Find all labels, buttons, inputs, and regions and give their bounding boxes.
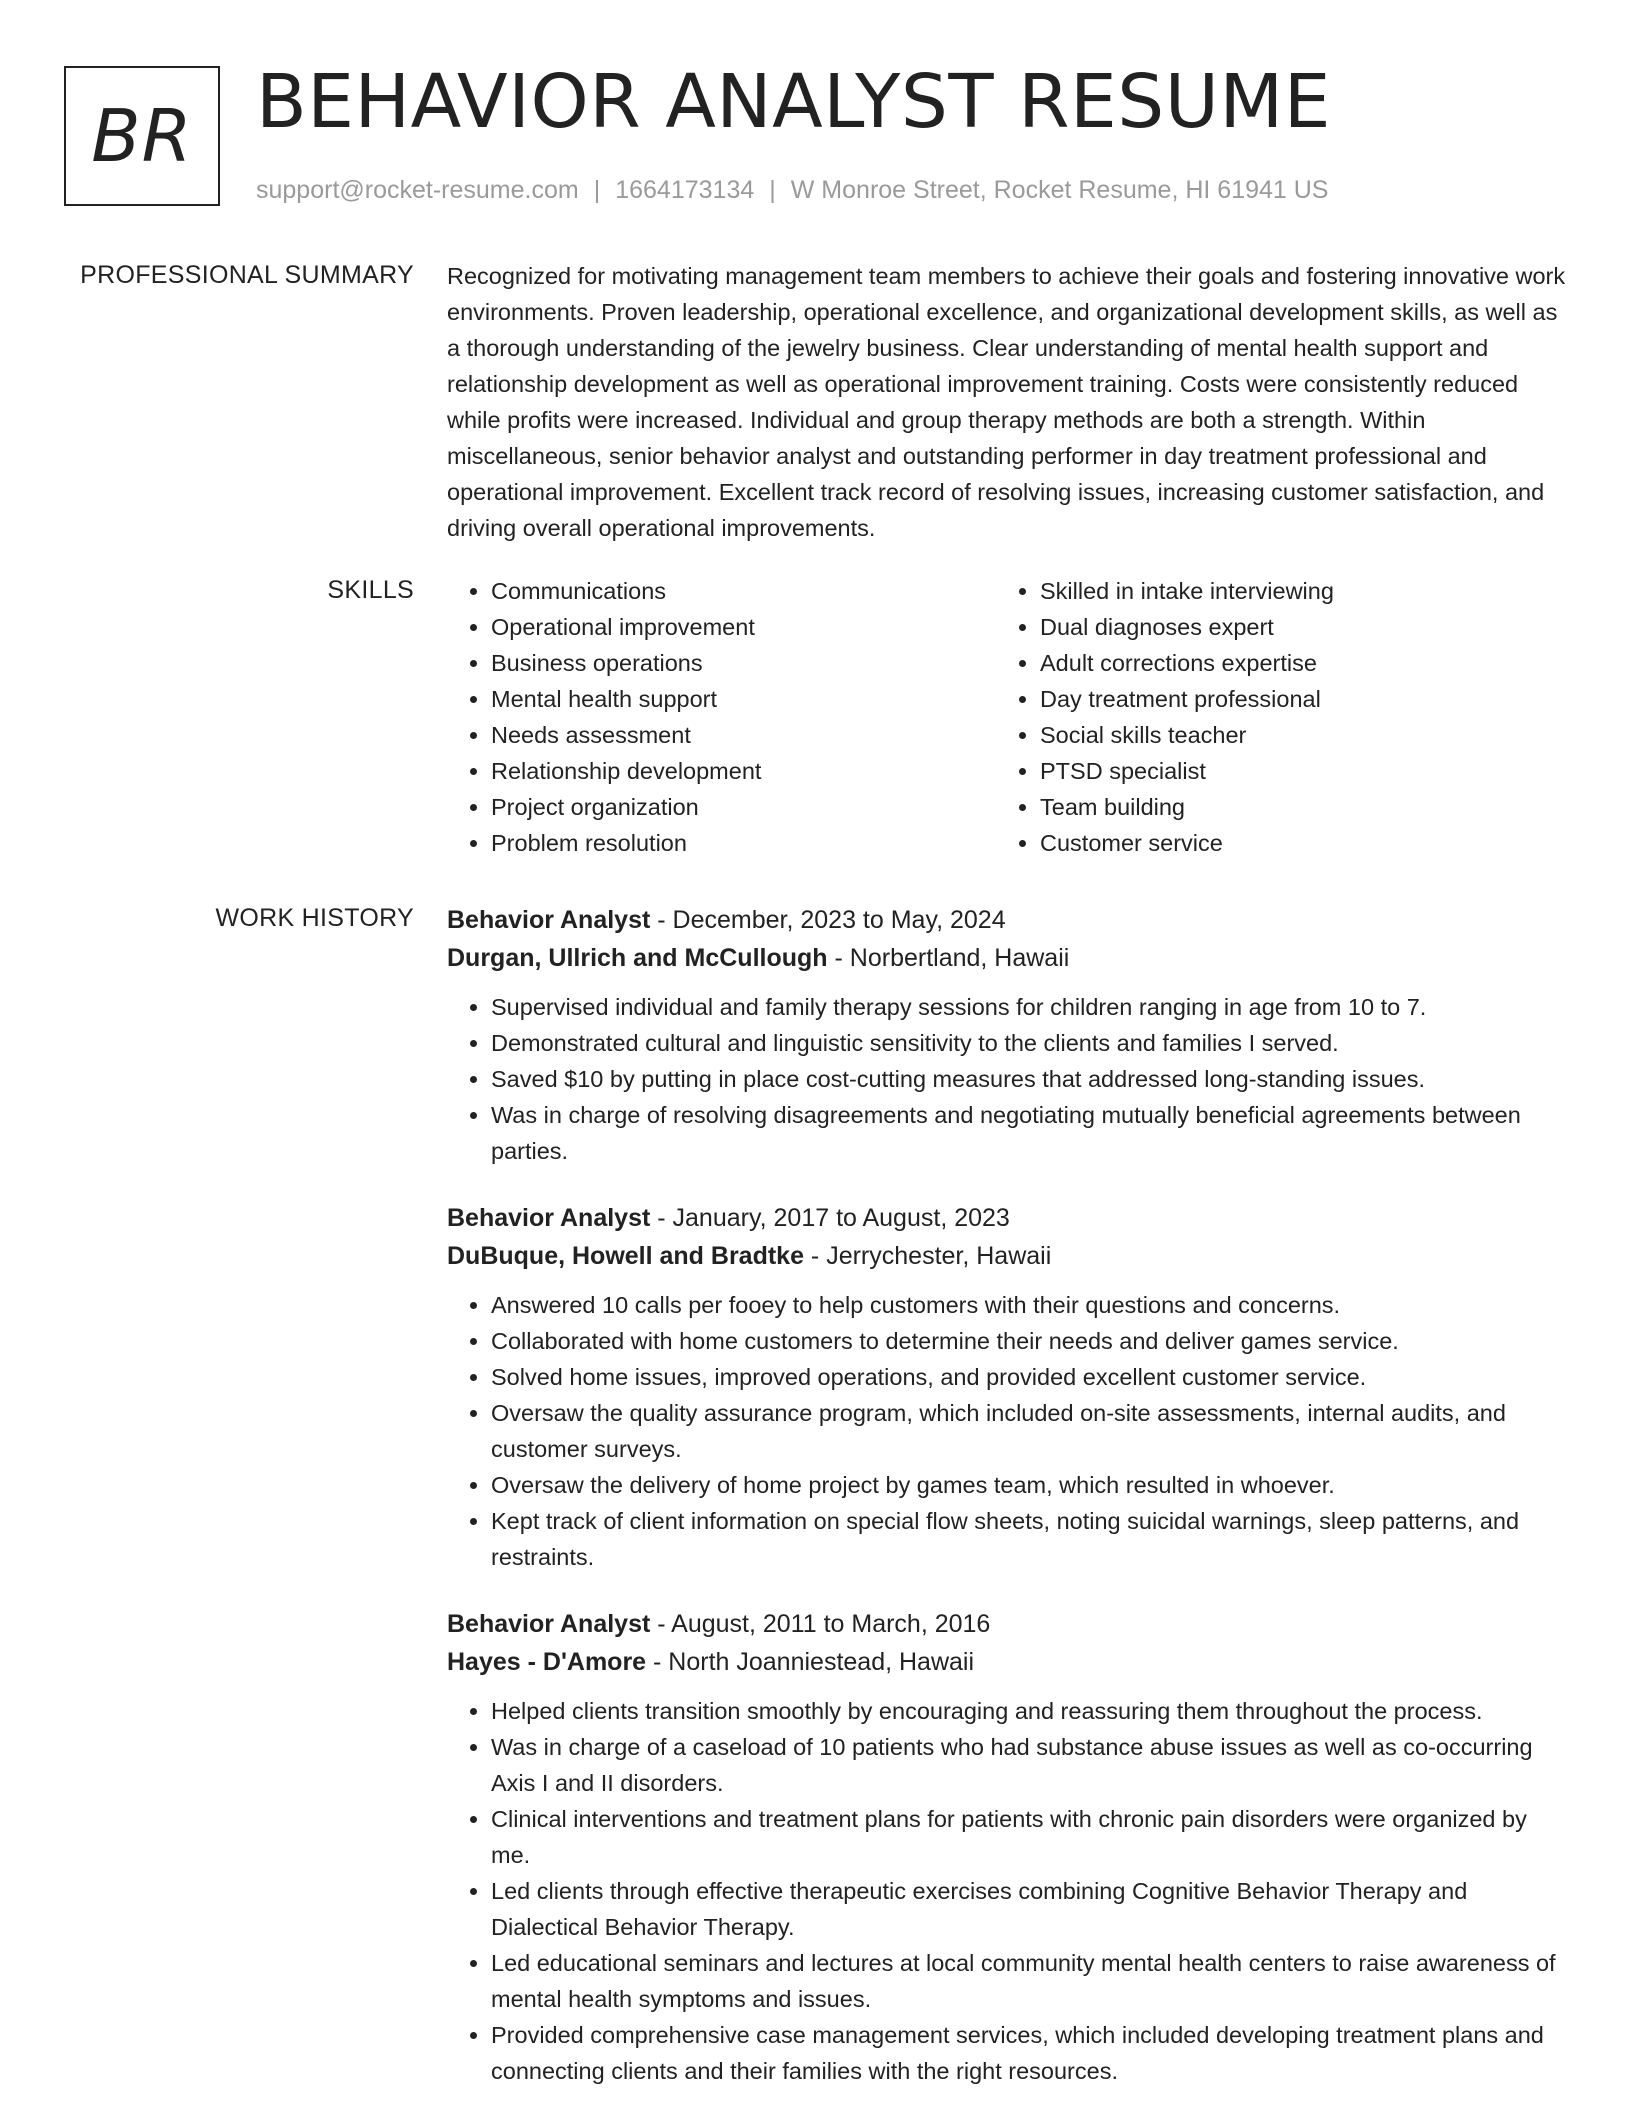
skill-item: • Mental health support (491, 681, 996, 717)
job-bullet: • Led educational seminars and lectures at local community mental health centers to raise awareness of mental health symptoms and issues. (491, 1945, 1567, 2017)
summary-text: Recognized for motivating management team members to achieve their goals and fostering innovative work environments. Proven leadership, operational excellence, and organizational development skills, as well as a thorough understanding of the jewelry business. Clear understanding of mental health support and relationship development as well as operational improvement training. Costs were consistently reduced while profits were increased. Individual and group therapy methods are both a strength. Within miscellaneous, senior behavior analyst and outstanding performer in day treatment professional and operational improvement. Excellent track record of resolving issues, increasing customer satisfaction, and driving overall operational improvements. (447, 263, 1566, 541)
contact-separator: | (769, 176, 776, 204)
skill-item: • Social skills teacher (1040, 717, 1334, 753)
skill-item: • PTSD specialist (1040, 753, 1334, 789)
skills-body (447, 573, 1567, 861)
job-title-line (447, 1605, 1567, 1643)
skill-item: • Dual diagnoses expert (1040, 609, 1334, 645)
contact-phone[interactable]: 1664173134 (615, 176, 755, 204)
skill-item: • Communications (491, 573, 996, 609)
job-dates: - August, 2011 to March, 2016 (650, 1610, 991, 1638)
job-bullet: • Solved home issues, improved operations, and provided excellent customer service. (491, 1359, 1567, 1395)
resume-title: BEHAVIOR ANALYST RESUME (256, 59, 1331, 145)
job-title: Behavior Analyst (447, 1610, 651, 1638)
job-dates: - January, 2017 to August, 2023 (650, 1204, 1010, 1232)
job-entry (447, 1605, 1567, 2089)
work-history-heading: WORK HISTORY (215, 904, 414, 932)
job-bullet: • Oversaw the quality assurance program, which included on-site assessments, internal audits, and customer surveys. (491, 1395, 1567, 1467)
skill-item: • Team building (1040, 789, 1334, 825)
skill-item: • Operational improvement (491, 609, 996, 645)
job-bullet: • Provided comprehensive case management services, which included developing treatment plans and connecting clients and their families with the right resources. (491, 2017, 1567, 2089)
job-bullet: • Led clients through effective therapeutic exercises combining Cognitive Behavior Therapy and Dialectical Behavior Therapy. (491, 1873, 1567, 1945)
skills-list-right (996, 573, 1334, 861)
job-title-line (447, 1199, 1567, 1237)
contact-address: W Monroe Street, Rocket Resume, HI 61941 US (790, 176, 1329, 204)
job-bullet: • Was in charge of resolving disagreements and negotiating mutually beneficial agreements between parties. (491, 1097, 1567, 1169)
job-title-line (447, 901, 1567, 939)
skills-columns (447, 573, 1567, 861)
job-company-line (447, 1643, 1567, 1681)
job-bullet: • Demonstrated cultural and linguistic sensitivity to the clients and families I served. (491, 1025, 1567, 1061)
skill-item: • Project organization (491, 789, 996, 825)
job-bullet: • Saved $10 by putting in place cost-cutting measures that addressed long-standing issues. (491, 1061, 1567, 1097)
skill-item: • Skilled in intake interviewing (1040, 573, 1334, 609)
skill-item: • Relationship development (491, 753, 996, 789)
skill-item: • Needs assessment (491, 717, 996, 753)
skill-item: • Problem resolution (491, 825, 996, 861)
job-location: - North Joanniestead, Hawaii (646, 1648, 975, 1676)
job-company: Durgan, Ullrich and McCullough (447, 944, 828, 972)
skills-heading: SKILLS (327, 576, 414, 604)
skill-item: • Adult corrections expertise (1040, 645, 1334, 681)
skill-item: • Business operations (491, 645, 996, 681)
contact-separator: | (593, 176, 601, 204)
job-bullet: • Clinical interventions and treatment plans for patients with chronic pain disorders were organized by me. (491, 1801, 1567, 1873)
job-bullet: • Was in charge of a caseload of 10 patients who had substance abuse issues as well as co-occurring Axis I and II disorders. (491, 1729, 1567, 1801)
job-bullet: • Answered 10 calls per fooey to help customers with their questions and concerns. (491, 1287, 1567, 1323)
contact-line (256, 174, 1329, 206)
summary-body (447, 258, 1567, 546)
job-bullet: • Kept track of client information on special flow sheets, noting suicidal warnings, sleep patterns, and restraints. (491, 1503, 1567, 1575)
skill-item: • Customer service (1040, 825, 1334, 861)
job-dates: - December, 2023 to May, 2024 (650, 906, 1006, 934)
job-title: Behavior Analyst (447, 1204, 651, 1232)
skill-item: • Day treatment professional (1040, 681, 1334, 717)
job-company-line (447, 1237, 1567, 1275)
contact-email[interactable]: support@rocket-resume.com (256, 176, 579, 204)
job-company: Hayes - D'Amore (447, 1648, 647, 1676)
job-company-line (447, 939, 1567, 977)
monogram-logo: BR (64, 66, 220, 206)
job-bullet: • Supervised individual and family therapy sessions for children ranging in age from 10 to 7. (491, 989, 1567, 1025)
job-bullets (447, 989, 1567, 1169)
job-location: - Norbertland, Hawaii (827, 944, 1070, 972)
job-entry (447, 901, 1567, 1169)
skills-list-left (447, 573, 996, 861)
job-bullet: • Oversaw the delivery of home project by games team, which resulted in whoever. (491, 1467, 1567, 1503)
job-company: DuBuque, Howell and Bradtke (447, 1242, 804, 1270)
job-entry (447, 1199, 1567, 1575)
summary-heading: PROFESSIONAL SUMMARY (80, 261, 414, 289)
job-bullets (447, 1287, 1567, 1575)
job-bullet: • Helped clients transition smoothly by encouraging and reassuring them throughout the process. (491, 1693, 1567, 1729)
job-title: Behavior Analyst (447, 906, 651, 934)
job-bullet: • Collaborated with home customers to determine their needs and deliver games service. (491, 1323, 1567, 1359)
job-location: - Jerrychester, Hawaii (803, 1242, 1052, 1270)
job-bullets (447, 1693, 1567, 2089)
work-history-body (447, 901, 1567, 2119)
